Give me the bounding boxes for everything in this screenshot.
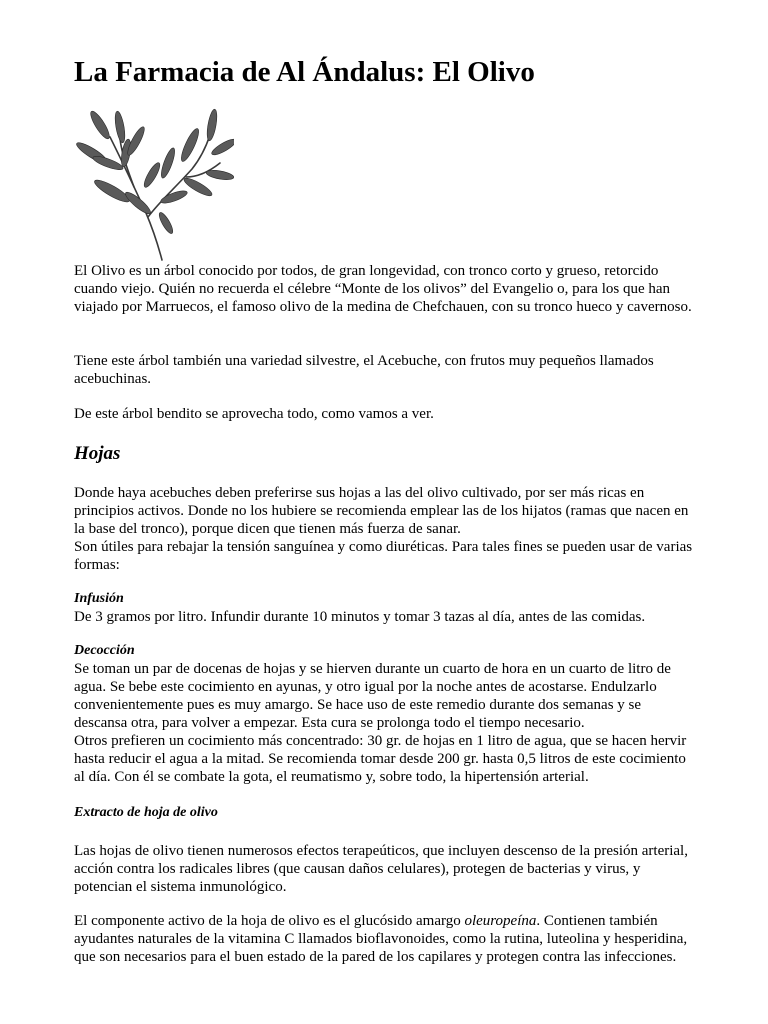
extracto-paragraph-2 bbox=[74, 912, 694, 966]
infusion-text: De 3 gramos por litro. Infundir durante 10 minutos y tomar 3 tazas al día, antes de las comidas. bbox=[74, 609, 646, 625]
extracto-paragraph-1: Las hojas de olivo tienen numerosos efectos terapeúticos, que incluyen descenso de la presión arterial, acción contra los radicales libres (que causan daños celulares), protegen de bacterias y virus, y potencian el sistema inmunológico. bbox=[74, 843, 688, 895]
hojas-paragraph-1: Donde haya acebuches deben preferirse sus hojas a las del olivo cultivado, por ser más ricas en principios activos. Donde no los hubiere se recomienda emplear las de los hijatos (ramas que nacen en la base del tronco), porque dicen que tienen más fuerza de sanar. bbox=[74, 485, 689, 537]
olive-branch-icon bbox=[74, 105, 234, 265]
extracto-heading: Extracto de hoja de olivo bbox=[74, 805, 218, 820]
extracto-text-end: . Contienen también ayudantes naturales de la vitamina C llamados bioflavonoides, como la rutina, luteolina y hesperidina, que son necesarios para el buen estado de la pared de los capilares y protegen contra las infecciones. bbox=[74, 913, 688, 965]
decoccion-paragraph-1: Se toman un par de docenas de hojas y se hierven durante un cuarto de hora en un cuarto de litro de agua. Se bebe este cocimiento en ayunas, y otro igual por la noche antes de acostarse. Endulzarlo convenientemente pues es muy amargo. Se hace uso de este remedio durante dos semanas y se descansa otra, para volver a empezar. Esta cura se prolonga todo el tiempo necesario. bbox=[74, 661, 671, 731]
decoccion-paragraph-2: Otros prefieren un cocimiento más concentrado: 30 gr. de hojas en 1 litro de agua, que se hacen hervir hasta reducir el agua a la mitad. Se recomienda tomar desde 200 gr. hasta 0,5 litros de este cocimiento al día. Con él se combate la gota, el reumatismo y, sobre todo, la hipertensión arterial. bbox=[74, 733, 687, 785]
hojas-heading: Hojas bbox=[74, 443, 121, 464]
intro-paragraph-2: Tiene este árbol también una variedad silvestre, el Acebuche, con frutos muy pequeños llamados acebuchinas. bbox=[74, 353, 654, 387]
decoccion-heading: Decocción bbox=[74, 643, 135, 658]
oleuropeina-term: oleuropeína bbox=[464, 913, 537, 929]
intro-paragraph-3: De este árbol bendito se aprovecha todo, como vamos a ver. bbox=[74, 406, 434, 422]
page-title: La Farmacia de Al Ándalus: El Olivo bbox=[74, 56, 535, 88]
hojas-paragraph-2: Son útiles para rebajar la tensión sanguínea y como diuréticas. Para tales fines se pueden usar de varias formas: bbox=[74, 539, 693, 573]
intro-paragraph-1: El Olivo es un árbol conocido por todos, de gran longevidad, con tronco corto y grueso, retorcido cuando viejo. Quién no recuerda el célebre “Monte de los olivos” del Evangelio o, para los que han viajado por Marruecos, el famoso olivo de la medina de Chefchauen, con su tronco hueco y cavernoso. bbox=[74, 263, 692, 315]
extracto-text-start: El componente activo de la hoja de olivo es el glucósido amargo bbox=[74, 913, 465, 929]
infusion-heading: Infusión bbox=[74, 591, 124, 606]
